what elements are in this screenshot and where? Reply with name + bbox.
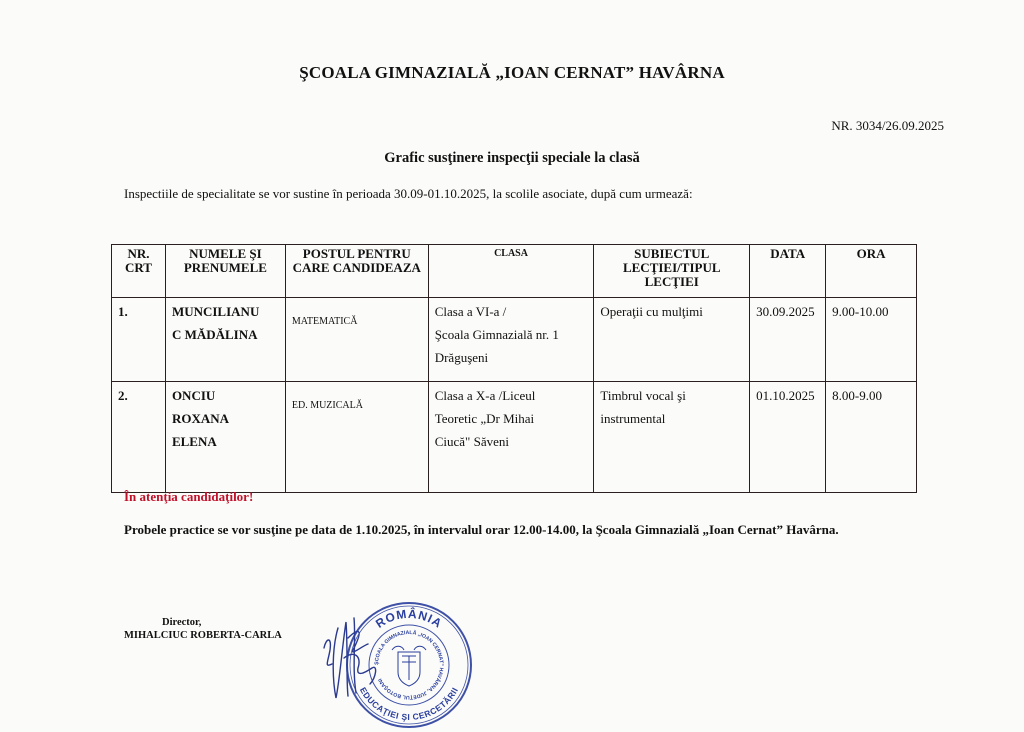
table-row — [112, 382, 917, 493]
header-date: DATA — [750, 245, 826, 298]
cell-post: ED. MUZICALĂ — [285, 382, 428, 493]
cell-name — [165, 382, 285, 493]
class-line: Şcoala Gimnazială nr. 1 — [434, 327, 559, 342]
director-name: MIHALCIUC ROBERTA-CARLA — [124, 630, 282, 641]
cell-date: 30.09.2025 — [750, 298, 826, 382]
header-subject: SUBIECTUL LECŢIEI/TIPUL LECŢIEI — [594, 245, 750, 298]
header-post: POSTUL PENTRU CARE CANDIDEAZA — [285, 245, 428, 298]
header-name: NUMELE ŞI PRENUMELE — [165, 245, 285, 298]
cell-post: MATEMATICĂ — [285, 298, 428, 382]
coat-of-arms-icon — [392, 646, 426, 686]
name-line: ONCIU — [171, 388, 216, 403]
svg-text:EDUCAŢIEI ŞI CERCETĂRII: EDUCAŢIEI ŞI CERCETĂRII — [357, 685, 461, 723]
table-row — [112, 298, 917, 382]
cell-time: 8.00-9.00 — [826, 382, 917, 493]
cell-class — [428, 382, 594, 493]
cell-name — [165, 298, 285, 382]
svg-text:ROMÂNIA: ROMÂNIA — [373, 606, 445, 631]
cell-subject — [594, 382, 750, 493]
name-line: C MĂDĂLINA — [171, 327, 258, 342]
cell-nr: 1. — [112, 298, 166, 382]
cell-time: 9.00-10.00 — [826, 298, 917, 382]
director-role: Director, — [162, 617, 202, 628]
attention-notice: În atenţia candidaţilor! — [124, 489, 254, 504]
practice-exam-notice: Probele practice se vor susţine pe data de 1.10.2025, în intervalul orar 12.00-14.00, la Şcoala Gimnazială „Ioan Cernat” Havârna. — [124, 522, 839, 537]
inspection-schedule-table — [111, 244, 917, 493]
class-line: Ciucă" Săveni — [434, 434, 509, 449]
subject-line: Timbrul vocal şi — [600, 388, 686, 403]
official-stamp — [344, 598, 474, 732]
subject-line: Operaţii cu mulţimi — [600, 304, 703, 319]
header-time: ORA — [826, 245, 917, 298]
cell-subject — [594, 298, 750, 382]
class-line: Clasa a VI-a / — [434, 304, 507, 319]
school-title: ŞCOALA GIMNAZIALĂ „IOAN CERNAT” HAVÂRNA — [299, 63, 725, 82]
class-line: Teoretic „Dr Mihai — [434, 411, 535, 426]
document-number: NR. 3034/26.09.2025 — [831, 118, 944, 133]
name-line: MUNCILIANU — [171, 304, 260, 319]
table-header-row — [112, 245, 917, 298]
class-line: Drăguşeni — [434, 350, 489, 365]
svg-text:ŞCOALA GIMNAZIALĂ „IOAN CERNAT: ŞCOALA GIMNAZIALĂ „IOAN CERNAT” HAVÂRNA, JUDEŢUL BOTOŞANI — [373, 629, 445, 701]
header-nr-crt: NR. CRT — [112, 245, 166, 298]
document-heading: Grafic susţinere inspecţii speciale la clasă — [384, 150, 640, 166]
class-line: Clasa a X-a /Liceul — [434, 388, 536, 403]
cell-class — [428, 298, 594, 382]
intro-text: Inspectiile de specialitate se vor sustine în perioada 30.09-01.10.2025, la scolile asociate, după cum urmează: — [124, 186, 693, 201]
name-line: ROXANA — [171, 411, 229, 426]
name-line: ELENA — [171, 434, 217, 449]
cell-date: 01.10.2025 — [750, 382, 826, 493]
header-class: CLASA — [428, 245, 594, 298]
subject-line: instrumental — [600, 411, 666, 426]
cell-nr: 2. — [112, 382, 166, 493]
